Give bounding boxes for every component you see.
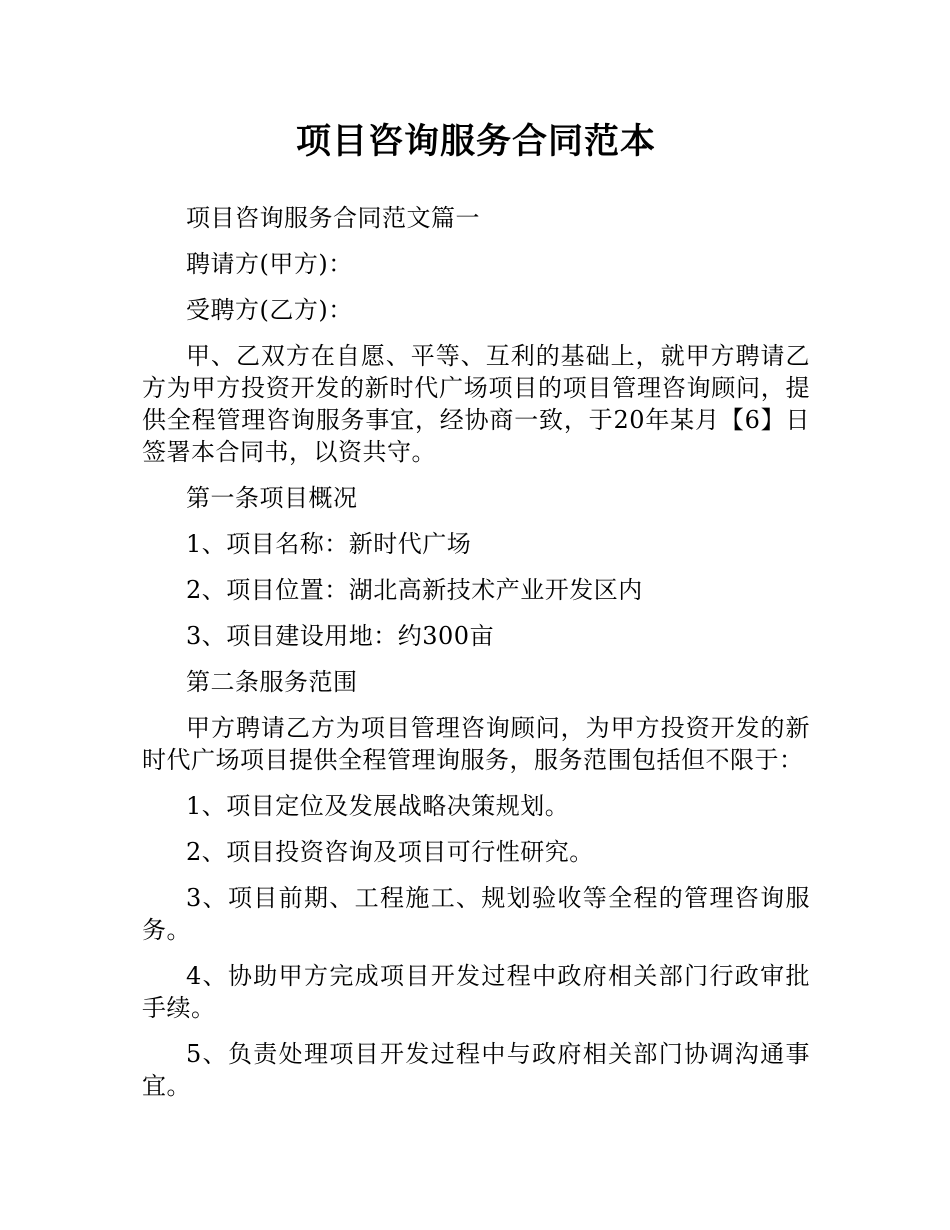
subtitle-paragraph: 项目咨询服务合同范文篇一 [186, 204, 480, 232]
article-one-heading: 第一条项目概况 [186, 484, 358, 512]
service-item-2: 2、项目投资咨询及项目可行性研究。 [186, 838, 594, 866]
service-item-1: 1、项目定位及发展战略决策规划。 [186, 792, 570, 820]
service-item-4: 4、协助甲方完成项目开发过程中政府相关部门行政审批手续。 [142, 962, 810, 1022]
article-two-heading: 第二条服务范围 [186, 668, 358, 696]
service-scope-paragraph: 甲方聘请乙方为项目管理咨询顾问，为甲方投资开发的新时代广场项目提供全程管理询服务，服务范围包括但不限于： [142, 714, 810, 774]
service-item-5: 5、负责处理项目开发过程中与政府相关部门协调沟通事宜。 [142, 1040, 810, 1100]
project-location-item: 2、项目位置：湖北高新技术产业开发区内 [186, 576, 643, 604]
project-land-item: 3、项目建设用地：约300亩 [186, 622, 495, 650]
service-item-3: 3、项目前期、工程施工、规划验收等全程的管理咨询服务。 [142, 884, 810, 944]
party-a-label: 聘请方(甲方)： [186, 250, 353, 278]
project-name-item: 1、项目名称：新时代广场 [186, 530, 472, 558]
party-b-label: 受聘方(乙方)： [186, 296, 353, 324]
preamble-paragraph: 甲、乙双方在自愿、平等、互利的基础上，就甲方聘请乙方为甲方投资开发的新时代广场项目的项目管理咨询顾问，提供全程管理咨询服务事宜，经协商一致，于20年某月【6】日签署本合同书，以资共守。 [142, 342, 810, 466]
document-title: 项目咨询服务合同范本 [295, 122, 656, 162]
